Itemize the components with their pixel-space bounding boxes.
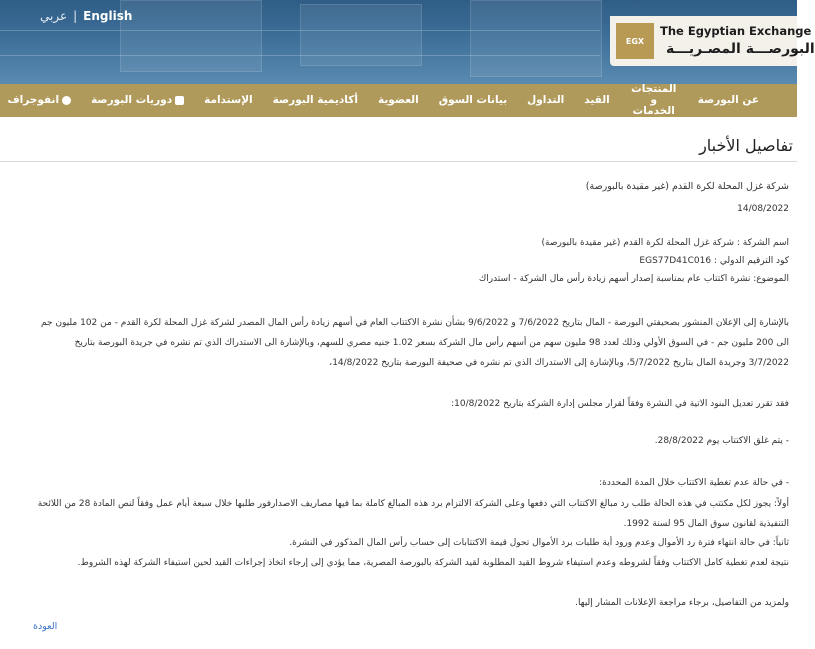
company-name-line: اسم الشركة : شركة غزل المحلة لكرة القدم (غير مقيدة بالبورصة) (541, 238, 789, 248)
nav-item-market-data[interactable] (429, 95, 517, 106)
news-paragraph: ولمزيد من التفاصيل، برجاء مراجعة الإعلانات المشار إليها. (575, 598, 789, 608)
english-language-link[interactable]: English (83, 9, 133, 23)
nav-item-label: أكاديمية البورصة (272, 94, 358, 106)
background-line (0, 30, 600, 31)
nav-item-label: انفوجراف (7, 94, 60, 106)
nav-item-membership[interactable] (368, 95, 429, 106)
nav-item-about[interactable] (688, 95, 769, 106)
nav-item-label: المنتجات و الخدمات (631, 83, 677, 117)
nav-item-label: دوريات البورصة (91, 94, 173, 106)
news-paragraph: ثانياً: في حالة انتهاء فترة رد الأموال وعدم ورود أية طلبات برد الأموال تحول قيمة الاكتتابات إلى حساب رأس المال المذكور في النشرة. (289, 538, 789, 548)
news-paragraph: - يتم غلق الاكتتاب يوم 28/8/2022. (654, 436, 789, 446)
background-line (0, 55, 600, 56)
arabic-language-link[interactable]: عربي (40, 9, 68, 23)
main-navigation (0, 84, 797, 117)
language-separator: | (73, 9, 78, 23)
nav-item-academy[interactable] (263, 95, 368, 106)
nav-item-listing[interactable] (574, 95, 619, 106)
logo-name-arabic: البورصـــة المصـريـــة (666, 41, 815, 57)
news-details-content (0, 117, 797, 649)
news-paragraph: أولاً: يجوز لكل مكتتب في هذه الحالة طلب رد مبالغ الاكتتاب التي دفعها وعلى الشركة الالتزام برد هذه المبالغ كاملة بما فيها مصاريف الاصدارفور طلبها خلال سبعة أيام عمل وفقاً لنص المادة 28 من اللائحة التنفيذية لقانون سوق المال 95 لسنة 1992. (37, 499, 789, 529)
egx-logo-mark: EGX (616, 23, 654, 59)
nav-item-label: القيد (584, 94, 610, 106)
nav-item-label: الإستدامة (204, 94, 253, 106)
news-paragraph: بالإشارة إلى الإعلان المنشور بصحيفتي البورصة - المال بتاريخ 7/6/2022 و 9/6/2022 بشأن نشرة الاكتتاب العام في أسهم زيادة رأس المال المصدر لشركة غزل المحلة لكرة القدم - من 102 مليون جم الى 200 مليون جم - في السوق الأولي وذلك لعدد 98 مليون سهم من أسهم رأس مال الشركة بسعر 1.02 جنيه مصري للسهم، وبالإشارة الى الاستدراك الذي تم نشره في جريدة البورصة بتاريخ 3/7/2022 وجريدة المال بتاريخ 5/7/2022، وبالإشارة إلى الاستدراك الذي تم نشره في صحيفة البورصة بتاريخ 14/8/2022، (41, 318, 789, 368)
nav-item-sustainability[interactable] (194, 95, 263, 106)
background-monitor (470, 0, 602, 77)
news-date: 14/08/2022 (737, 204, 789, 214)
news-paragraph: فقد تقرر تعديل البنود الاتية في النشرة وفقاً لقرار مجلس إدارة الشركة بتاريخ 10/8/2022: (451, 399, 789, 409)
isin-code-line: كود الترقيم الدولي : EGS77D41C016 (639, 256, 789, 266)
title-divider (0, 161, 797, 162)
site-header (0, 0, 815, 84)
back-link[interactable]: العودة (33, 621, 58, 632)
nav-item-label: التداول (527, 94, 565, 106)
news-paragraph: نتيجة لعدم تغطية كامل الاكتتاب وفقاً لشروطه وعدم استيفاء شروط القيد المطلوبة لقيد الشركة بالبورصة المصرية، مما يؤدي إلى إرجاء اتخاذ إجراءات القيد لحين استيفاء الشركة لهذه الشروط. (77, 558, 789, 568)
page-title: تفاصيل الأخبار (699, 136, 793, 155)
document-icon (175, 96, 184, 105)
background-monitor (300, 4, 422, 66)
nav-item-infograph[interactable] (0, 95, 81, 106)
news-paragraph: - في حالة عدم تغطية الاكتتاب خلال المدة المحددة: (599, 478, 789, 488)
nav-item-periodicals[interactable] (81, 95, 194, 106)
subject-line: الموضوع: نشرة اكتتاب عام بمناسبة إصدار أسهم زيادة رأس مال الشركة - استدراك (478, 274, 789, 284)
nav-item-trading[interactable] (517, 95, 574, 106)
info-circle-icon (62, 96, 71, 105)
nav-item-label: بيانات السوق (438, 94, 508, 106)
news-subtitle: شركة غزل المحلة لكرة القدم (غير مقيدة بالبورصة) (585, 181, 789, 192)
background-monitor (120, 0, 262, 72)
language-switcher (40, 9, 132, 23)
nav-item-label: العضوية (377, 94, 419, 106)
logo-name-english: The Egyptian Exchange (660, 24, 812, 38)
nav-item-products-services[interactable] (620, 84, 688, 117)
nav-item-label: عن البورصة (697, 94, 759, 106)
egx-logo[interactable] (610, 16, 815, 66)
